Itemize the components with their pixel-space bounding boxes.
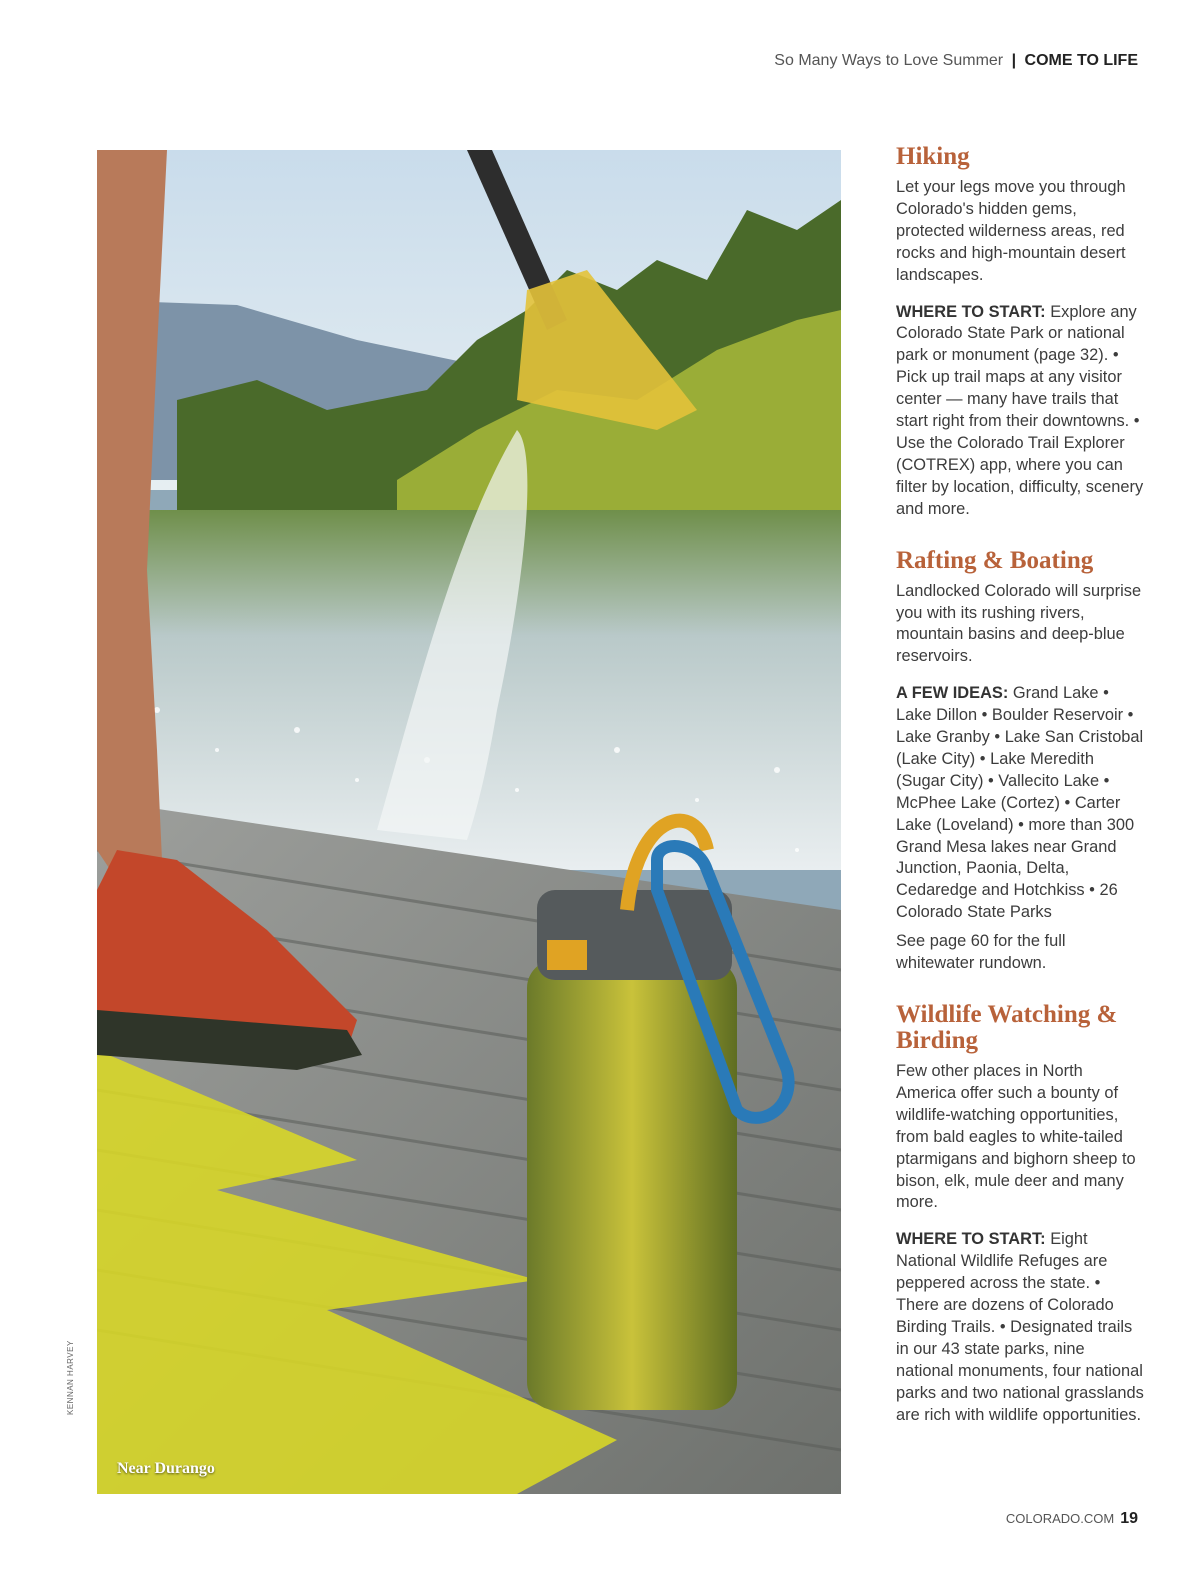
lead-label: A FEW IDEAS:: [896, 684, 1009, 703]
section-intro: Landlocked Colorado will surprise you with its rushing rivers, mountain basins and deep-blue reservoirs.: [896, 581, 1142, 666]
feature-photo: [97, 150, 841, 1494]
section-heading: Rafting & Boating: [896, 546, 1094, 574]
section-intro: Let your legs move you through Colorado's hidden gems, protected wilderness areas, red rocks and high-mountain desert landscapes.: [896, 178, 1126, 284]
running-head: [774, 52, 1138, 70]
water-bottle: [527, 821, 737, 1410]
text-column: [896, 144, 1144, 1454]
section-details: [896, 302, 1144, 521]
section-details: [896, 1229, 1144, 1426]
page-number: 19: [1120, 1510, 1138, 1527]
lead-label: WHERE TO START:: [896, 302, 1046, 321]
section-wildlife-birding: [896, 1002, 1144, 1427]
section-hiking: [896, 144, 1144, 521]
lead-label: WHERE TO START:: [896, 1230, 1046, 1249]
section-note: See page 60 for the full whitewater rundown.: [896, 932, 1066, 973]
lead-text: Grand Lake • Lake Dillon • Boulder Reservoir • Lake Granby • Lake San Cristobal (Lake City) • Lake Meredith (Sugar City) • Vallecito Lake • McPhee Lake (Cortez) • Carter Lake (Loveland) • more than 300 Grand Mesa lakes near Grand Junction, Paonia, Delta, Cedaredge and Hotchkiss • 26 Colorado State Parks: [896, 684, 1144, 922]
section-rafting-boating: [896, 548, 1144, 975]
section-heading: Hiking: [896, 143, 970, 170]
running-head-separator: |: [1011, 52, 1017, 69]
photo-caption: Near Durango: [117, 1460, 215, 1477]
section-heading: Wildlife Watching & Birding: [896, 1001, 1118, 1054]
section-details: [896, 683, 1144, 924]
lead-text: Eight National Wildlife Refuges are peppered across the state. • There are dozens of Colorado Birding Trails. • Designated trails in our 43 state parks, nine national monuments, four national parks and two national grasslands are rich with wildlife opportunities.: [896, 1230, 1144, 1424]
section-name: COME TO LIFE: [1024, 52, 1138, 69]
section-intro: Few other places in North America offer such a bounty of wildlife-watching opportunities, from bald eagles to white-tailed ptarmigans and bighorn sheep to bison, elk, mule deer and many more.: [896, 1062, 1136, 1212]
photo-illustration: [97, 150, 841, 1494]
magazine-title: So Many Ways to Love Summer: [774, 52, 1004, 69]
photo-credit: KENNAN HARVEY: [66, 1340, 75, 1415]
website: COLORADO.COM: [1005, 1511, 1115, 1526]
folio: [1006, 1510, 1138, 1528]
lead-text: Explore any Colorado State Park or national park or monument (page 32). • Pick up trail maps at any visitor center — many have trails that start right from their downtowns. • Use the Colorado Trail Explorer (COTREX) app, where you can filter by location, difficulty, scenery and more.: [896, 302, 1144, 518]
